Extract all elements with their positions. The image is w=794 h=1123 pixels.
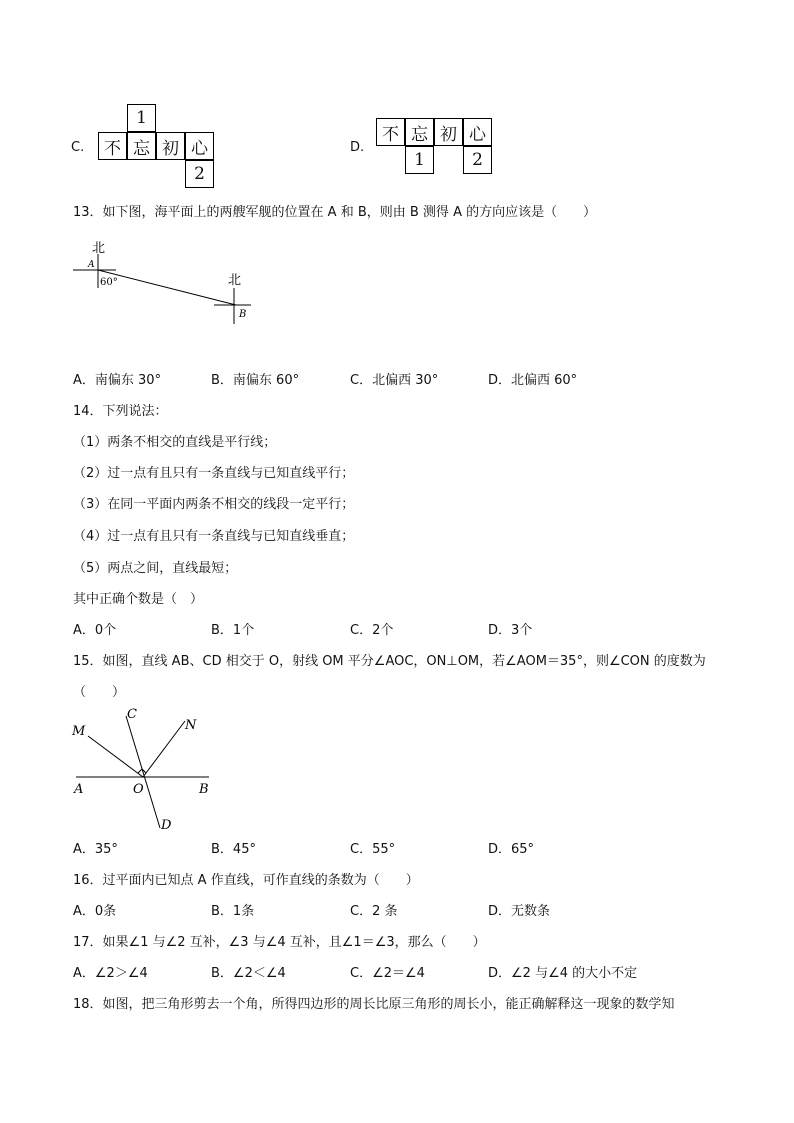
label-b: B xyxy=(199,782,209,797)
net-c-top-cell: 1 xyxy=(127,104,156,132)
q14-stem: 14．下列说法： xyxy=(73,404,168,419)
option-d-label: D. xyxy=(350,140,365,155)
q16-option-d[interactable]: D．无数条 xyxy=(488,904,551,919)
option-c-label: C. xyxy=(71,140,85,155)
q14-option-d[interactable]: D．3个 xyxy=(488,623,533,638)
net-d-bottom-left-cell: 1 xyxy=(405,146,434,174)
q16-stem: 16．过平面内已知点 A 作直线，可作直线的条数为（ ） xyxy=(73,873,419,888)
label-c: C xyxy=(127,707,137,722)
q13-option-b[interactable]: B．南偏东 60° xyxy=(211,373,300,388)
q17-stem: 17．如果∠1 与∠2 互补，∠3 与∠4 互补，且∠1＝∠3，那么（ ） xyxy=(73,935,486,950)
q16-option-c[interactable]: C．2 条 xyxy=(350,904,398,919)
line-cd xyxy=(126,716,160,828)
net-d-cell-4: 心 xyxy=(463,118,492,146)
a-label: A xyxy=(88,260,95,270)
b-north-label: 北 xyxy=(228,273,242,288)
q15-stem-blank: （ ） xyxy=(73,685,126,700)
q15-option-d[interactable]: D．65° xyxy=(488,842,535,857)
q18-stem: 18．如图，把三角形剪去一个角，所得四边形的周长比原三角形的周长小，能正确解释这一现象的数学知 xyxy=(73,997,675,1012)
q13-option-c[interactable]: C．北偏西 30° xyxy=(350,373,439,388)
q16-option-a[interactable]: A．0条 xyxy=(73,904,117,919)
q14-question: 其中正确个数是（ ） xyxy=(73,592,204,607)
q15-option-a[interactable]: A．35° xyxy=(73,842,118,857)
q13-stem: 13．如下图，海平面上的两艘军舰的位置在 A 和 B，则由 B 测得 A 的方向应该是（ ） xyxy=(73,205,597,220)
q13-option-d[interactable]: D．北偏西 60° xyxy=(488,373,578,388)
q14-option-c[interactable]: C．2个 xyxy=(350,623,394,638)
q14-item-3: （3）在同一平面内两条不相交的线段一定平行； xyxy=(73,497,355,512)
net-c-bottom-cell: 2 xyxy=(185,160,214,188)
q15-stem: 15．如图，直线 AB、CD 相交于 O，射线 OM 平分∠AOC，ON⊥OM，若∠AOM＝35°，则∠CON 的度数为 xyxy=(73,654,706,669)
q14-item-4: （4）过一点有且只有一条直线与已知直线垂直； xyxy=(73,529,355,544)
q14-item-2: （2）过一点有且只有一条直线与已知直线平行； xyxy=(73,466,355,481)
line-ab xyxy=(98,270,236,305)
net-d-cell-2: 忘 xyxy=(405,118,434,146)
q16-option-b[interactable]: B．1条 xyxy=(211,904,255,919)
q14-item-5: （5）两点之间，直线最短； xyxy=(73,561,238,576)
label-m: M xyxy=(72,724,86,739)
q17-option-c[interactable]: C．∠2＝∠4 xyxy=(350,966,425,981)
q17-option-a[interactable]: A．∠2＞∠4 xyxy=(73,966,148,981)
net-c-cell-3: 初 xyxy=(156,132,185,160)
net-d-cell-3: 初 xyxy=(434,118,463,146)
label-a: A xyxy=(74,782,84,797)
b-label: B xyxy=(239,309,247,320)
net-d-bottom-right-cell: 2 xyxy=(463,146,492,174)
net-d-cell-1: 不 xyxy=(376,118,405,146)
a-north-label: 北 xyxy=(92,241,106,256)
q14-option-b[interactable]: B．1个 xyxy=(211,623,255,638)
q15-figure xyxy=(66,704,226,836)
q14-item-1: （1）两条不相交的直线是平行线； xyxy=(73,435,277,450)
ray-om xyxy=(88,736,143,777)
q13-figure xyxy=(68,232,268,332)
q14-option-a[interactable]: A．0个 xyxy=(73,623,117,638)
net-c-cell-4: 心 xyxy=(185,132,214,160)
q15-option-c[interactable]: C．55° xyxy=(350,842,396,857)
q17-option-b[interactable]: B．∠2＜∠4 xyxy=(211,966,286,981)
label-o: O xyxy=(133,782,144,797)
angle-label: 60° xyxy=(100,277,118,288)
net-c-cell-1: 不 xyxy=(98,132,127,160)
q17-option-d[interactable]: D．∠2 与∠4 的大小不定 xyxy=(488,966,638,981)
q15-option-b[interactable]: B．45° xyxy=(211,842,256,857)
label-d: D xyxy=(161,818,172,833)
net-c-cell-2: 忘 xyxy=(127,132,156,160)
right-angle-mark xyxy=(138,769,146,773)
q13-option-a[interactable]: A．南偏东 30° xyxy=(73,373,162,388)
label-n: N xyxy=(185,718,197,733)
ray-on xyxy=(143,721,185,777)
